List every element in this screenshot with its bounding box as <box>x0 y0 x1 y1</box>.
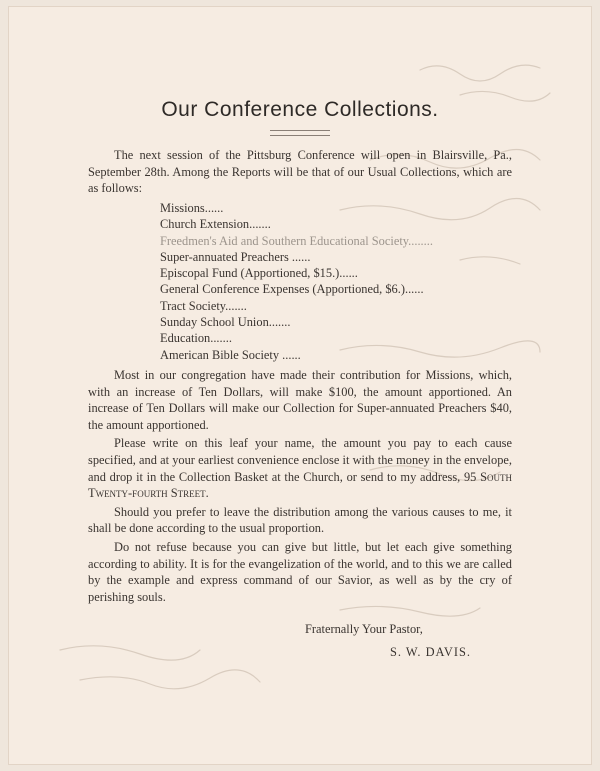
list-item: Sunday School Union....... <box>160 315 291 330</box>
address-text: South Twenty-fourth Street. <box>88 469 512 501</box>
instructions-paragraph <box>88 435 512 501</box>
list-item: Freedmen's Aid and Southern Educational Society........ <box>160 233 433 248</box>
closing-line: Fraternally Your Pastor, <box>305 622 423 636</box>
instructions-text: Please write on this leaf your name, the amount you pay to each cause specified, and at your earliest convenience enclose it with the money in the envelope, and drop it in the Collection Basket at the Church, or send to my address, 95 <box>88 436 512 484</box>
distribution-paragraph: Should you prefer to leave the distribution among the various causes to me, it shall be done according to the usual proportion. <box>88 504 512 536</box>
list-item: Tract Society....... <box>160 298 247 313</box>
list-item: Episcopal Fund (Apportioned, $15.)...... <box>160 266 358 281</box>
intro-block <box>88 147 512 197</box>
collections-list <box>160 200 433 363</box>
list-item: General Conference Expenses (Apportioned, $6.)...... <box>160 282 424 297</box>
page-title: Our Conference Collections. <box>161 98 439 121</box>
intro-paragraph: The next session of the Pittsburg Conference will open in Blairsville, Pa., September 28th. Among the Reports will be that of our Usual Collections, which are as follows: <box>88 148 512 196</box>
list-item: Church Extension....... <box>160 217 271 232</box>
body-text <box>88 367 512 605</box>
missions-paragraph: Most in our congregation have made their contribution for Missions, which, with an increase of Ten Dollars, will make $100, the amount apportioned. An increase of Ten Dollars will make our Collection for Super-annuated Preachers $40, the amount apportioned. <box>88 368 512 432</box>
signature: S. W. DAVIS. <box>390 645 471 659</box>
appeal-paragraph: Do not refuse because you can give but little, but let each give something according to ability. It is for the evangelization of the world, and to this we are called by the example and express command of our Savior, as well as by the cry of perishing souls. <box>88 539 512 604</box>
list-item: Super-annuated Preachers ...... <box>160 249 311 264</box>
list-item: Education....... <box>160 331 232 346</box>
list-item: Missions...... <box>160 201 224 215</box>
list-item: American Bible Society ...... <box>160 347 301 362</box>
title-divider <box>270 130 330 136</box>
